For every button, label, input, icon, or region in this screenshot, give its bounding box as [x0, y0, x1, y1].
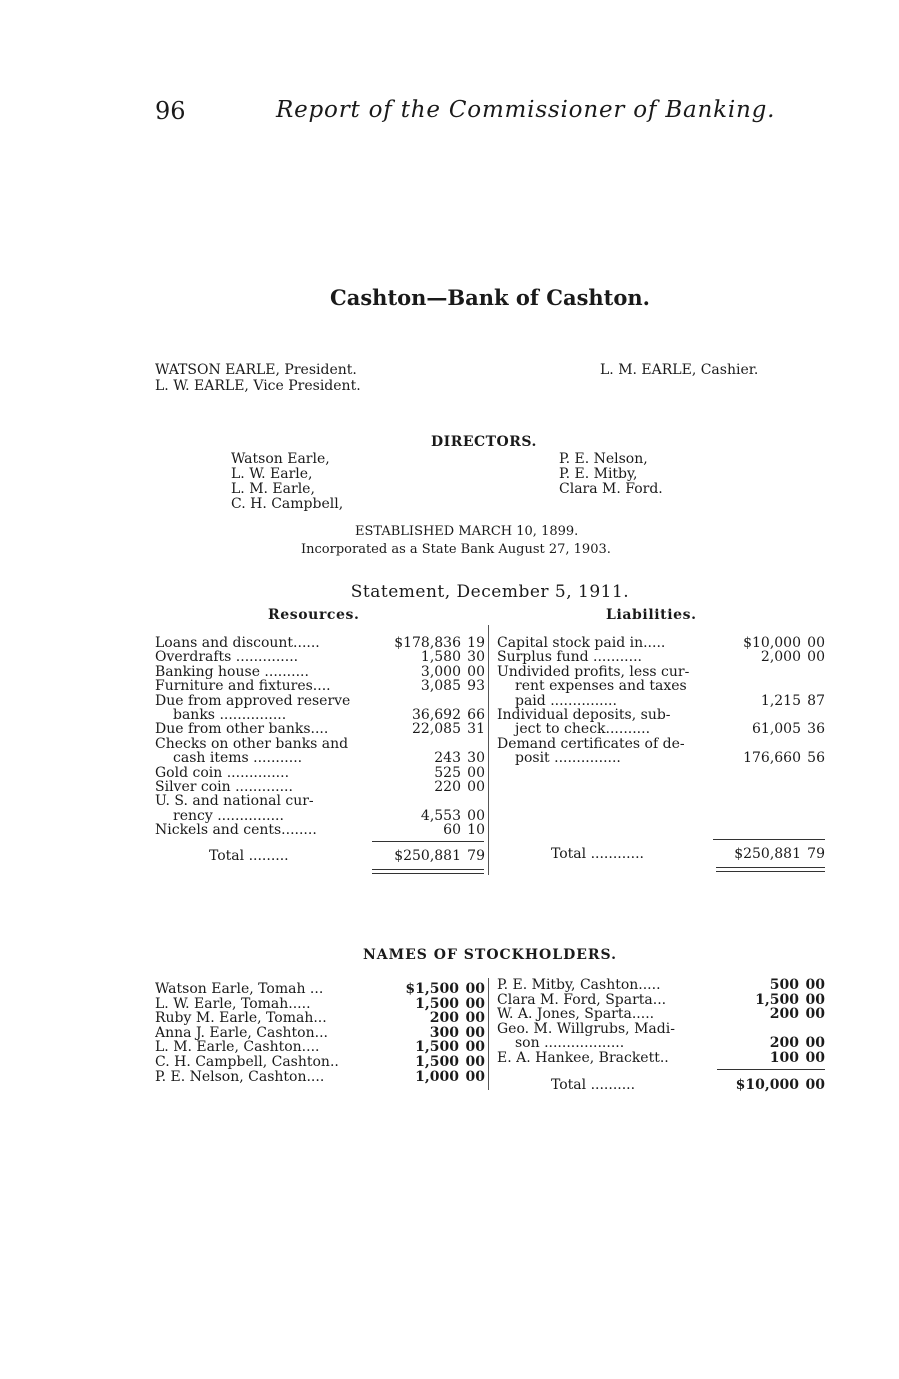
table-row: [155, 636, 485, 650]
table-row: [497, 665, 825, 679]
row-dollars: [715, 665, 801, 679]
stockholder-dollars: 1,500: [755, 991, 799, 1008]
row-label: banks ...............: [173, 708, 287, 723]
row-label: paid ...............: [515, 693, 617, 709]
row-cents: [801, 737, 825, 751]
row-label: Silver coin .............: [155, 780, 293, 795]
table-row: [155, 708, 485, 722]
list-item: [155, 1070, 485, 1085]
list-item: [497, 1051, 825, 1066]
row-label: Surplus fund ...........: [497, 650, 642, 665]
list-item: [155, 1055, 485, 1070]
row-cents: 00: [807, 635, 825, 651]
row-cents: [801, 665, 825, 679]
double-rule: [372, 869, 484, 870]
table-row: [497, 679, 825, 693]
stockholder-dollars: 300: [429, 1024, 459, 1041]
stockholder-name: Watson Earle, Tomah ...: [155, 982, 324, 997]
director-name: C. H. Campbell,: [231, 496, 344, 512]
row-label: Furniture and fixtures....: [155, 679, 331, 694]
stockholder-cents: 00: [465, 981, 485, 997]
row-dollars: 176,660: [743, 750, 801, 767]
stockholder-name: Anna J. Earle, Cashton...: [155, 1025, 328, 1041]
double-rule: [716, 867, 825, 868]
stockholder-dollars: 100: [769, 1049, 799, 1066]
total-rule: [713, 839, 825, 840]
row-cents: 10: [467, 822, 485, 839]
row-label: Nickels and cents........: [155, 823, 317, 838]
row-label: Loans and discount......: [155, 636, 320, 651]
row-dollars: 60: [443, 822, 461, 839]
stockholders-total: [497, 1078, 825, 1093]
column-divider: [488, 625, 489, 875]
directors-left: [231, 452, 343, 512]
stockholder-cents: 00: [805, 977, 825, 993]
table-row: [155, 823, 485, 837]
row-cents: 31: [467, 721, 485, 738]
page-number: 96: [155, 97, 186, 125]
director-name: P. E. Mitby,: [559, 466, 638, 482]
stockholder-name: E. A. Hankee, Brackett..: [497, 1050, 669, 1066]
stockholder-cents: 00: [805, 1049, 825, 1066]
table-row: [155, 650, 485, 664]
stockholder-name: P. E. Mitby, Cashton.....: [497, 978, 661, 993]
stockholder-cents: [799, 1022, 825, 1037]
row-label: Individual deposits, sub-: [497, 708, 671, 723]
stockholder-dollars: 200: [769, 1006, 799, 1023]
incorporated-date: Incorporated as a State Bank August 27, 1903.: [301, 542, 611, 557]
list-item: [497, 978, 825, 993]
row-label: U. S. and national cur-: [155, 794, 314, 809]
row-cents: [801, 679, 825, 693]
row-label: ject to check..........: [515, 722, 651, 737]
row-label: Demand certificates of de-: [497, 736, 685, 752]
row-label: Banking house ..........: [155, 664, 309, 680]
established-date: ESTABLISHED MARCH 10, 1899.: [355, 524, 579, 539]
officer-president: WATSON EARLE, President.: [155, 362, 357, 378]
director-name: P. E. Nelson,: [559, 451, 648, 467]
stockholder-cents: 00: [805, 1035, 825, 1052]
statement-title: Statement, December 5, 1911.: [350, 582, 630, 602]
total-row: [497, 1078, 825, 1093]
table-row: [155, 751, 485, 765]
row-cents: 00: [467, 663, 485, 680]
stockholder-cents: 00: [805, 1006, 825, 1023]
stockholder-name: L. M. Earle, Cashton....: [155, 1040, 320, 1055]
row-cents: 30: [467, 649, 485, 666]
list-item: [155, 982, 485, 997]
stockholder-cents: 00: [465, 1068, 485, 1085]
table-row: [155, 737, 485, 751]
list-item: [155, 1026, 485, 1041]
liabilities-table: [497, 636, 825, 766]
resources-heading: Resources.: [268, 607, 360, 623]
stockholder-dollars: 200: [429, 1010, 459, 1027]
row-cents: [461, 694, 485, 708]
stockholder-name: W. A. Jones, Sparta.....: [497, 1007, 655, 1022]
row-dollars: [715, 679, 801, 693]
row-cents: 36: [807, 721, 825, 738]
row-label: Capital stock paid in.....: [497, 636, 666, 651]
row-cents: 19: [467, 635, 485, 651]
list-item: [497, 993, 825, 1008]
stockholder-dollars: 200: [769, 1035, 799, 1052]
stockholder-cents: 00: [465, 995, 485, 1012]
row-label: cash items ...........: [173, 751, 303, 766]
list-item: [155, 1040, 485, 1055]
director-name: L. W. Earle,: [231, 466, 313, 482]
stockholder-cents: 00: [465, 1039, 485, 1056]
row-dollars: [375, 794, 461, 808]
directors-right: [559, 452, 663, 497]
row-cents: [461, 737, 485, 751]
resources-table: [155, 636, 485, 838]
list-item: [497, 1036, 825, 1051]
row-dollars: 36,692: [412, 707, 461, 724]
stockholder-name: L. W. Earle, Tomah.....: [155, 996, 311, 1012]
directors-heading: DIRECTORS.: [431, 434, 537, 450]
row-cents: 87: [807, 692, 825, 709]
stockholder-name: C. H. Campbell, Cashton..: [155, 1054, 339, 1070]
row-cents: 56: [807, 750, 825, 767]
list-item: [155, 997, 485, 1012]
row-dollars: 1,580: [420, 649, 461, 666]
total-label: Total ............: [551, 847, 644, 862]
row-dollars: [715, 737, 801, 751]
row-cents: 00: [467, 764, 485, 781]
stockholder-cents: 00: [465, 1024, 485, 1041]
row-cents: [461, 794, 485, 808]
row-label: Gold coin ..............: [155, 765, 290, 781]
stockholder-dollars: 1,500: [415, 995, 459, 1012]
stockholder-name: Clara M. Ford, Sparta...: [497, 992, 667, 1008]
row-dollars: $10,000: [743, 635, 801, 651]
row-cents: 66: [467, 707, 485, 724]
stockholders-left: [155, 982, 485, 1084]
table-row: [497, 636, 825, 650]
total-dollars: $10,000: [735, 1077, 799, 1093]
stockholder-dollars: 1,000: [415, 1068, 459, 1085]
row-label: Overdrafts ..............: [155, 650, 299, 665]
stockholder-cents: 00: [465, 1053, 485, 1070]
total-cents: 79: [807, 846, 825, 862]
row-label: posit ...............: [515, 751, 621, 766]
row-cents: [801, 708, 825, 722]
stockholder-dollars: [715, 1022, 799, 1037]
total-label: Total ..........: [551, 1078, 636, 1093]
row-label: Due from approved reserve: [155, 693, 351, 709]
row-dollars: 243: [434, 750, 461, 767]
director-name: Clara M. Ford.: [559, 481, 663, 497]
row-dollars: 4,553: [420, 807, 461, 824]
list-item: [155, 1011, 485, 1026]
table-row: [155, 679, 485, 693]
stockholder-name: Geo. M. Willgrubs, Madi-: [497, 1021, 675, 1037]
stockholders-right: [497, 978, 825, 1066]
stockholder-cents: 00: [805, 991, 825, 1008]
stockholders-heading: NAMES OF STOCKHOLDERS.: [362, 947, 618, 963]
officers-left: [155, 362, 361, 394]
stockholder-name: P. E. Nelson, Cashton....: [155, 1069, 325, 1085]
row-cents: 00: [467, 807, 485, 824]
table-row: [497, 737, 825, 751]
row-dollars: 1,215: [760, 692, 801, 709]
total-cents: 00: [805, 1077, 825, 1093]
total-dollars: $250,881: [394, 848, 461, 864]
total-row: [497, 847, 825, 861]
row-dollars: 3,085: [420, 678, 461, 695]
double-rule: [372, 873, 484, 874]
row-dollars: 525: [434, 764, 461, 781]
table-row: [155, 766, 485, 780]
total-rule: [717, 1069, 825, 1070]
table-row: [497, 708, 825, 722]
row-label: Undivided profits, less cur-: [497, 664, 690, 680]
stockholder-name: son ..................: [515, 1036, 625, 1051]
row-cents: 93: [467, 678, 485, 695]
table-row: [155, 694, 485, 708]
row-dollars: [375, 694, 461, 708]
stockholder-dollars: 500: [769, 977, 799, 993]
row-label: Due from other banks....: [155, 722, 329, 737]
stockholder-dollars: 1,500: [415, 1039, 459, 1056]
table-row: [155, 722, 485, 736]
officer-vice-president: L. W. EARLE, Vice President.: [155, 378, 361, 394]
row-label: Checks on other banks and: [155, 736, 349, 752]
total-rule: [372, 841, 484, 842]
row-dollars: [715, 708, 801, 722]
table-row: [155, 780, 485, 794]
stockholder-name: Ruby M. Earle, Tomah...: [155, 1011, 327, 1026]
table-row: [497, 650, 825, 664]
officer-cashier: L. M. EARLE, Cashier.: [600, 362, 759, 378]
total-cents: 79: [467, 848, 485, 864]
list-item: [497, 1007, 825, 1022]
row-dollars: 2,000: [760, 649, 801, 666]
row-label: rent expenses and taxes: [515, 679, 687, 694]
bank-title: Cashton—Bank of Cashton.: [330, 285, 650, 310]
row-label: rency ...............: [173, 808, 284, 824]
list-item: [497, 1022, 825, 1037]
row-cents: 00: [467, 779, 485, 796]
column-divider: [488, 978, 489, 1090]
row-dollars: 3,000: [420, 663, 461, 680]
row-dollars: $178,836: [394, 635, 461, 651]
row-cents: 30: [467, 750, 485, 767]
stockholder-cents: 00: [465, 1010, 485, 1027]
director-name: Watson Earle,: [231, 451, 330, 467]
row-cents: 00: [807, 649, 825, 666]
row-dollars: 22,085: [412, 721, 461, 738]
table-row: [155, 809, 485, 823]
table-row: [155, 794, 485, 808]
liabilities-total: [497, 847, 825, 861]
table-row: [497, 751, 825, 765]
liabilities-heading: Liabilities.: [606, 607, 697, 623]
total-label: Total .........: [209, 849, 289, 864]
row-dollars: 61,005: [752, 721, 801, 738]
table-row: [497, 694, 825, 708]
row-dollars: 220: [434, 779, 461, 796]
running-title: Report of the Commissioner of Banking.: [276, 97, 776, 123]
stockholder-dollars: $1,500: [405, 981, 459, 997]
table-row: [497, 722, 825, 736]
total-dollars: $250,881: [734, 846, 801, 862]
row-dollars: [375, 737, 461, 751]
total-row: [155, 849, 485, 863]
double-rule: [716, 871, 825, 872]
table-row: [155, 665, 485, 679]
stockholder-dollars: 1,500: [415, 1053, 459, 1070]
director-name: L. M. Earle,: [231, 481, 315, 497]
resources-total: [155, 849, 485, 863]
